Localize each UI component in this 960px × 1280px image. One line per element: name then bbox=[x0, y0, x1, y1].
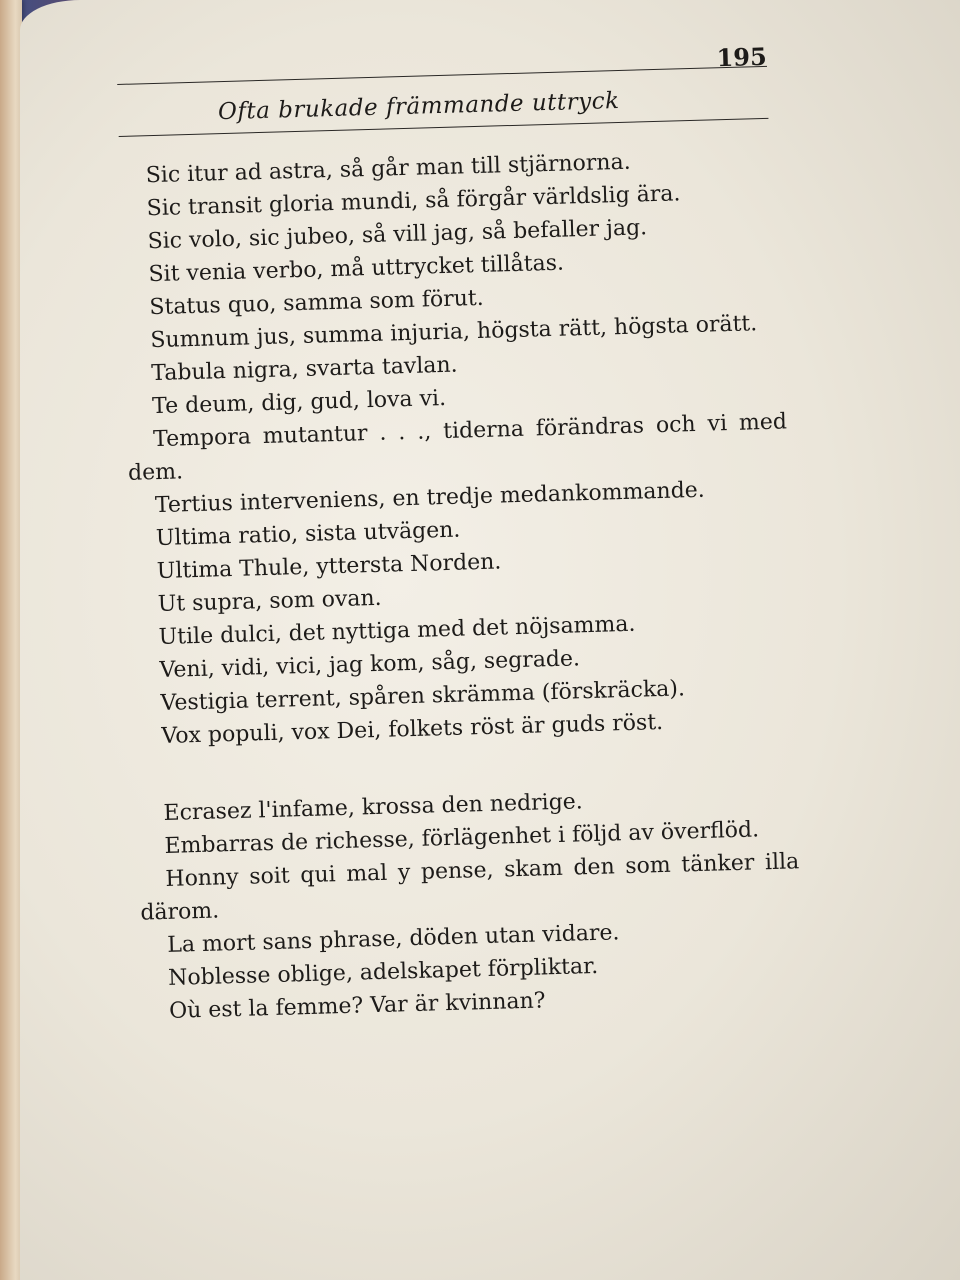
latin-entry: Sic itur ad astra, så går man till stjärnorna. bbox=[145, 149, 631, 189]
latin-entry: Tertius interveniens, en tredje medankommande. bbox=[154, 477, 706, 519]
french-entry: Embarras de richesse, förlägenhet i följd av överflöd. bbox=[164, 817, 760, 859]
latin-entry: Utile dulci, det nyttiga med det nöjsamma. bbox=[158, 611, 636, 651]
french-entry: La mort sans phrase, döden utan vidare. bbox=[166, 920, 620, 958]
book-page-edge bbox=[0, 0, 22, 1280]
entry-list bbox=[119, 142, 803, 1029]
running-head: Ofta brukade främmande uttryck bbox=[217, 87, 620, 126]
latin-entry: Te deum, dig, gud, lova vi. bbox=[151, 385, 447, 420]
french-entry: Ecrasez l'infame, krossa den nedrige. bbox=[163, 789, 584, 826]
latin-entry: Tabula nigra, svarta tavlan. bbox=[150, 352, 458, 387]
page-number: 195 bbox=[716, 41, 768, 73]
latin-entry: Ut supra, som ovan. bbox=[157, 585, 382, 618]
header-rule-bottom bbox=[119, 118, 769, 137]
book-page bbox=[20, 0, 960, 1280]
latin-entry: Tempora mutantur . . ., tiderna förändras och vi med dem. bbox=[127, 409, 788, 486]
latin-entry: Ultima ratio, sista utvägen. bbox=[155, 517, 461, 552]
latin-entry: Veni, vidi, vici, jag kom, såg, segrade. bbox=[159, 646, 581, 684]
french-entry: Noblesse oblige, adelskapet förpliktar. bbox=[167, 953, 599, 991]
french-entry: Honny soit qui mal y pense, skam den som tänker illa därom. bbox=[140, 849, 800, 926]
latin-entry: Sic volo, sic jubeo, så vill jag, så befaller jag. bbox=[147, 215, 648, 255]
page-header bbox=[117, 42, 769, 134]
latin-entry: Sumnum jus, summa injuria, högsta rätt, högsta orätt. bbox=[150, 311, 758, 354]
latin-entry: Vox populi, vox Dei, folkets röst är guds röst. bbox=[161, 709, 664, 749]
latin-entry: Ultima Thule, yttersta Norden. bbox=[156, 549, 502, 585]
latin-entry: Sit venia verbo, må uttrycket tillåtas. bbox=[148, 250, 565, 288]
page-content bbox=[116, 20, 848, 1179]
latin-entry: Vestigia terrent, spåren skrämma (förskräcka). bbox=[160, 676, 686, 717]
latin-entry: Status quo, samma som förut. bbox=[149, 285, 485, 321]
french-entry: Où est la femme? Var är kvinnan? bbox=[168, 988, 546, 1024]
header-rule-top bbox=[117, 66, 767, 85]
latin-entry: Sic transit gloria mundi, så förgår världslig ära. bbox=[146, 181, 681, 222]
